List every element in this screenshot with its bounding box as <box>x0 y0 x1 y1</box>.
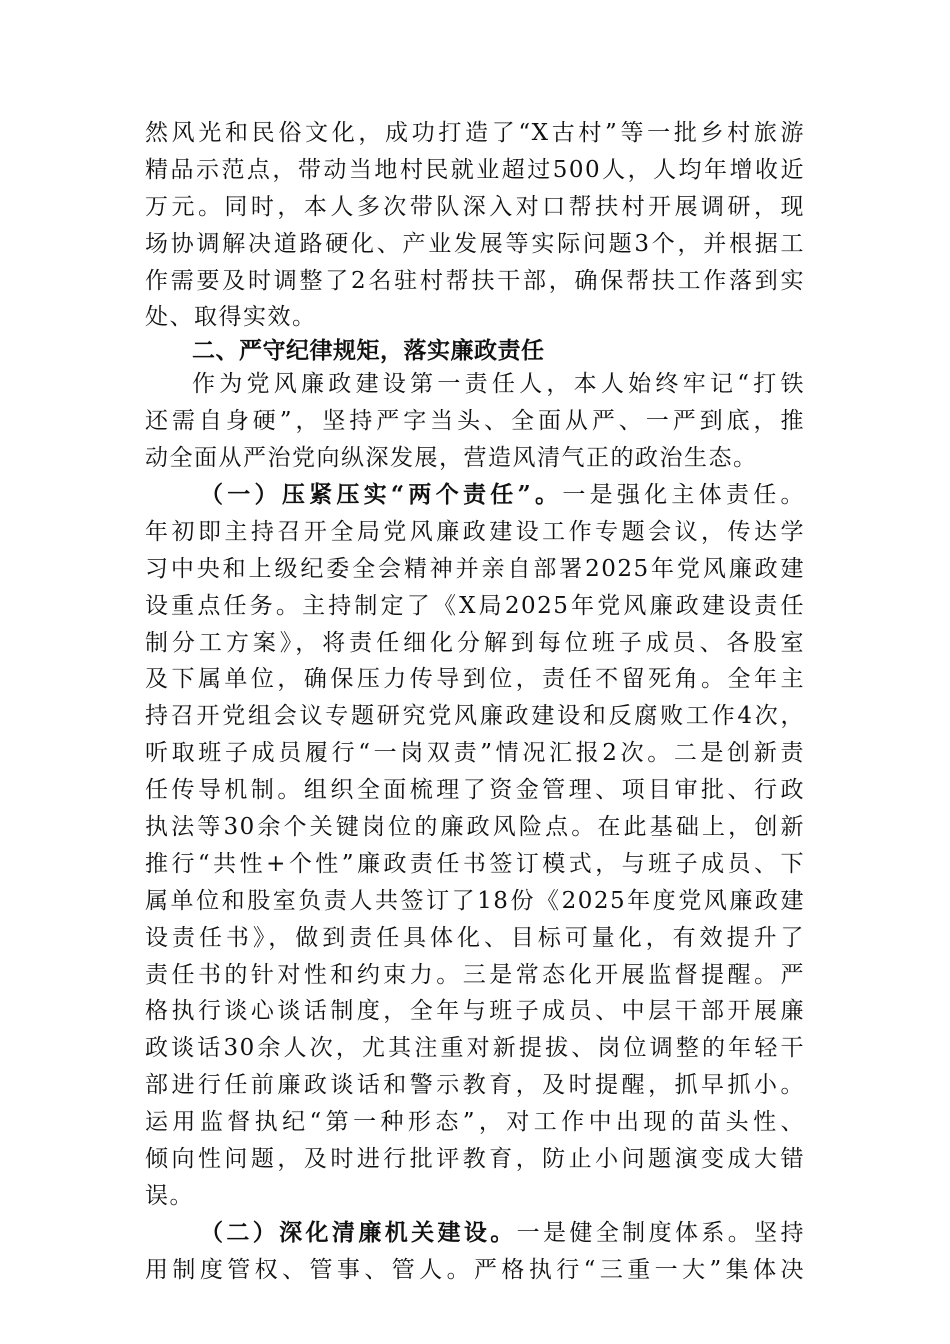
text-line: 听取班子成员履行“一岗双责”情况汇报2次。二是创新责 <box>145 740 805 767</box>
subsection-1-first-line <box>145 477 805 514</box>
text-line: 作为党风廉政建设第一责任人，本人始终牢记“打铁 <box>192 371 805 398</box>
text-line: 及下属单位，确保压力传导到位，责任不留死角。全年主 <box>145 666 805 693</box>
text-line: 格执行谈心谈话制度，全年与班子成员、中层干部开展廉 <box>145 998 805 1025</box>
text-line: 动全面从严治党向纵深发展，营造风清气正的政治生态。 <box>145 445 758 472</box>
subsection-2-first-line <box>145 1215 805 1252</box>
text-span: 一是健全制度体系。坚持 <box>516 1219 805 1246</box>
text-line: 政谈话30余人次，尤其注重对新提拔、岗位调整的年轻干 <box>145 1035 805 1062</box>
text-line: 属单位和股室负责人共签订了18份《2025年度党风廉政建 <box>145 887 805 914</box>
text-line: 倾向性问题，及时进行批评教育，防止小问题演变成大错 <box>145 1146 805 1173</box>
text-line: 处、取得实效。 <box>145 304 317 331</box>
subsection-2-heading: （二）深化清廉机关建设。 <box>200 1218 517 1246</box>
text-line: 作需要及时调整了2名驻村帮扶干部，确保帮扶工作落到实 <box>145 267 805 294</box>
text-line: 部进行任前廉政谈话和警示教育，及时提醒，抓早抓小。 <box>145 1072 805 1099</box>
text-line: 还需自身硬”，坚持严字当头、全面从严、一严到底，推 <box>145 408 805 435</box>
subsection-2-paragraph <box>145 1215 805 1289</box>
section-heading: 二、严守纪律规矩，落实廉政责任 <box>192 338 545 365</box>
text-line: 用制度管权、管事、管人。严格执行“三重一大”集体决 <box>145 1256 805 1283</box>
text-line: 责任书的针对性和约束力。三是常态化开展监督提醒。严 <box>145 961 805 988</box>
text-line: 执法等30余个关键岗位的廉政风险点。在此基础上，创新 <box>145 814 805 841</box>
subsection-1-heading: （一）压紧压实“两个责任”。 <box>200 481 563 509</box>
section-intro-paragraph <box>145 366 805 477</box>
text-line: 然风光和民俗文化，成功打造了“X古村”等一批乡村旅游 <box>145 120 805 146</box>
text-span: 一是强化主体责任。 <box>562 482 805 509</box>
text-line: 推行“共性+个性”廉政责任书签订模式，与班子成员、下 <box>145 850 805 877</box>
text-line: 年初即主持召开全局党风廉政建设工作专题会议，传达学 <box>145 518 805 545</box>
text-line: 制分工方案》，将责任细化分解到每位班子成员、各股室 <box>145 629 805 656</box>
text-line: 持召开党组会议专题研究党风廉政建设和反腐败工作4次， <box>145 703 805 730</box>
document-body <box>145 115 805 1289</box>
text-line: 误。 <box>145 1182 194 1209</box>
text-line: 场协调解决道路硬化、产业发展等实际问题3个，并根据工 <box>145 230 805 257</box>
text-line: 万元。同时，本人多次带队深入对口帮扶村开展调研，现 <box>145 193 805 220</box>
subsection-1-paragraph <box>145 477 805 1215</box>
text-line: 精品示范点，带动当地村民就业超过500人，人均年增收近 <box>145 156 805 183</box>
text-line: 设责任书》，做到责任具体化、目标可量化，有效提升了 <box>145 924 805 951</box>
text-line: 设重点任务。主持制定了《X局2025年党风廉政建设责任 <box>145 592 805 619</box>
text-line: 习中央和上级纪委全会精神并亲自部署2025年党风廉政建 <box>145 555 805 582</box>
text-line: 任传导机制。组织全面梳理了资金管理、项目审批、行政 <box>145 777 805 804</box>
text-line: 运用监督执纪“第一种形态”，对工作中出现的苗头性、 <box>145 1109 805 1136</box>
continuation-paragraph <box>145 115 805 336</box>
